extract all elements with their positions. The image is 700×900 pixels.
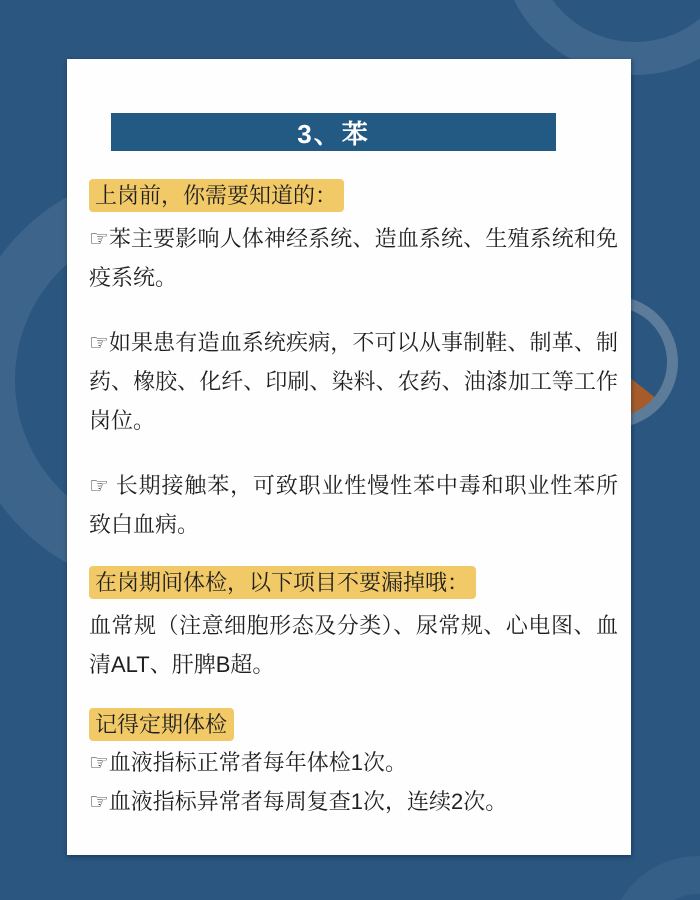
paragraph-text: 长期接触苯，可致职业性慢性苯中毒和职业性苯所致白血病。: [89, 473, 618, 537]
pointing-finger-icon: ☞: [89, 473, 109, 498]
paragraph-text: 苯主要影响人体神经系统、造血系统、生殖系统和免疫系统。: [89, 226, 618, 290]
info-paragraph: [89, 323, 618, 440]
page-title: 3、苯: [297, 118, 370, 149]
decor-ring-bottom-right: [608, 856, 700, 900]
paragraph-text: 血常规（注意细胞形态及分类）、尿常规、心电图、血清ALT、肝脾B超。: [89, 613, 618, 677]
section-heading-highlight: 上岗前，你需要知道的：: [89, 179, 344, 212]
paragraph-text: 血液指标正常者每年体检1次。: [108, 750, 407, 775]
paragraph-text: 血液指标异常者每周复查1次，连续2次。: [108, 789, 508, 814]
section-heading-highlight: 记得定期体检: [89, 708, 234, 741]
pointing-finger-icon: ☞: [89, 750, 109, 775]
section-heading-highlight: 在岗期间体检，以下项目不要漏掉哦：: [89, 566, 476, 599]
section-periodic-checkup: [89, 708, 618, 741]
paragraph-text: 如果患有造血系统疾病，不可以从事制鞋、制革、制药、橡胶、化纤、印刷、染料、农药、油漆加工等工作岗位。: [89, 330, 618, 433]
pointing-finger-icon: ☞: [89, 330, 109, 355]
info-paragraph: [89, 466, 618, 544]
info-paragraph: [89, 782, 618, 821]
card-title-banner: [111, 113, 556, 151]
info-paragraph: [89, 219, 618, 297]
pointing-finger-icon: ☞: [89, 789, 109, 814]
info-paragraph: [89, 743, 618, 782]
info-paragraph: [89, 606, 618, 684]
info-card: [67, 59, 631, 855]
pointing-finger-icon: ☞: [89, 226, 109, 251]
section-on-job-checkup: [89, 566, 618, 599]
section-pre-job: [89, 179, 618, 212]
